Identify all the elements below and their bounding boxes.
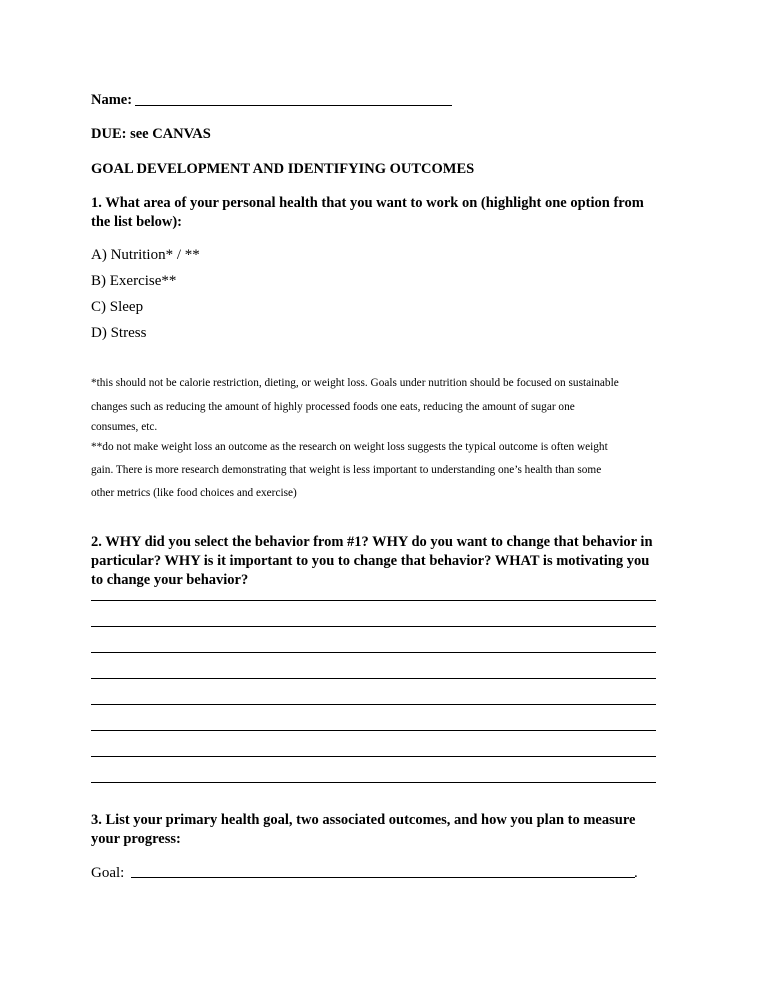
page-title: GOAL DEVELOPMENT AND IDENTIFYING OUTCOMES bbox=[91, 161, 475, 177]
goal-label: Goal: bbox=[91, 865, 125, 881]
answer-line[interactable] bbox=[91, 704, 656, 705]
name-label: Name: bbox=[91, 92, 133, 108]
answer-line[interactable] bbox=[91, 756, 656, 757]
option-stress[interactable]: D) Stress bbox=[91, 325, 147, 341]
answer-line[interactable] bbox=[91, 782, 656, 783]
answer-line[interactable] bbox=[91, 730, 656, 731]
q3-prompt-line1: 3. List your primary health goal, two associated outcomes, and how you plan to measure bbox=[91, 812, 636, 828]
goal-field[interactable] bbox=[131, 877, 635, 878]
footnote-line: consumes, etc. bbox=[91, 421, 158, 433]
due-text: DUE: see CANVAS bbox=[91, 126, 211, 142]
q1-prompt-line1: 1. What area of your personal health that you want to work on (highlight one option from bbox=[91, 195, 644, 211]
q1-prompt-line2: the list below): bbox=[91, 214, 183, 230]
footnote-line: **do not make weight loss an outcome as the research on weight loss suggests the typical outcome is often weight bbox=[91, 441, 608, 453]
option-exercise[interactable]: B) Exercise** bbox=[91, 273, 177, 289]
goal-period: . bbox=[634, 865, 638, 881]
answer-line[interactable] bbox=[91, 652, 656, 653]
q3-prompt-line2: your progress: bbox=[91, 831, 181, 847]
footnote-line: gain. There is more research demonstrating that weight is less important to understanding one’s health than some bbox=[91, 464, 602, 476]
option-sleep[interactable]: C) Sleep bbox=[91, 299, 144, 315]
answer-line[interactable] bbox=[91, 626, 656, 627]
q2-prompt-line3: to change your behavior? bbox=[91, 572, 249, 588]
footnote-line: *this should not be calorie restriction, dieting, or weight loss. Goals under nutrition should be focused on sustainable bbox=[91, 377, 619, 389]
footnote-line: changes such as reducing the amount of highly processed foods one eats, reducing the amount of sugar one bbox=[91, 401, 575, 413]
q2-prompt-line2: particular? WHY is it important to you to change that behavior? WHAT is motivating you bbox=[91, 553, 650, 569]
name-field[interactable] bbox=[135, 105, 452, 106]
answer-line[interactable] bbox=[91, 678, 656, 679]
footnote-line: other metrics (like food choices and exercise) bbox=[91, 487, 297, 499]
answer-line[interactable] bbox=[91, 600, 656, 601]
option-nutrition[interactable]: A) Nutrition* / ** bbox=[91, 247, 200, 263]
q2-prompt-line1: 2. WHY did you select the behavior from #1? WHY do you want to change that behavior in bbox=[91, 534, 653, 550]
